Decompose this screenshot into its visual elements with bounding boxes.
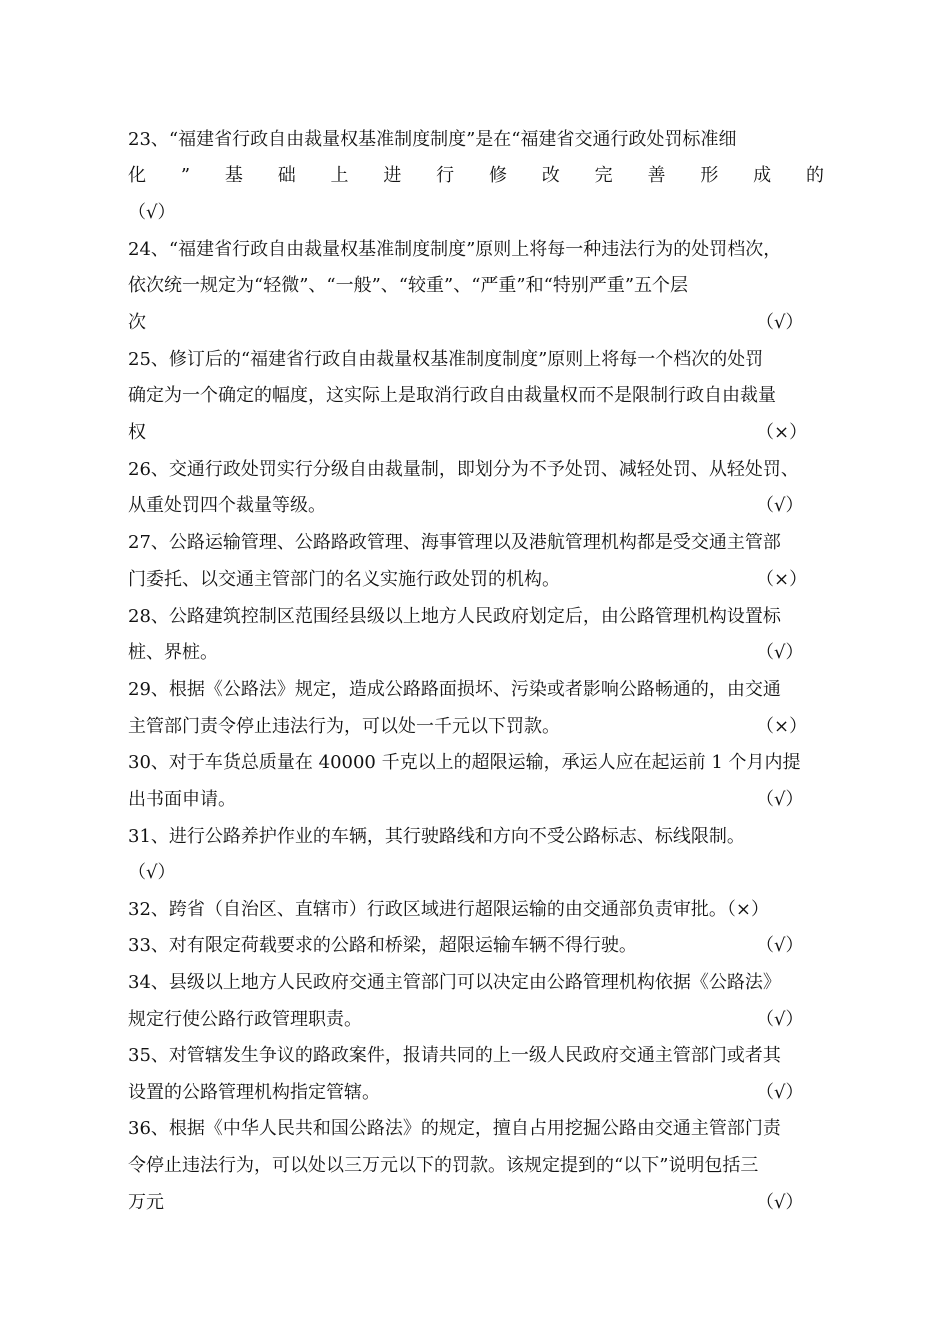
question-30-line-1: 30、对于车货总质量在 40000 千克以上的超限运输，承运人应在起运前 1 个月内提 <box>128 752 801 773</box>
question-26-answer: （√） <box>756 495 804 516</box>
question-24-line-2: 依次统一规定为“轻微”、“一般”、“较重”、“严重”和“特别严重”五个层 <box>128 275 689 296</box>
question-27-line-2: 门委托、以交通主管部门的名义实施行政处罚的机构。 <box>128 569 560 590</box>
question-28-answer: （√） <box>756 642 804 663</box>
question-29-line-1: 29、根据《公路法》规定，造成公路路面损坏、污染或者影响公路畅通的，由交通 <box>128 679 781 700</box>
question-28-line-1: 28、公路建筑控制区范围经县级以上地方人民政府划定后，由公路管理机构设置标 <box>128 606 781 627</box>
question-25-line-1: 25、修订后的“福建省行政自由裁量权基准制度制度”原则上将每一个档次的处罚 <box>128 349 764 370</box>
question-36-line-3: 万元 <box>128 1192 164 1213</box>
question-36-answer: （√） <box>756 1192 804 1213</box>
question-29-answer: （×） <box>756 716 808 737</box>
question-27-answer: （×） <box>756 569 808 590</box>
question-24-answer: （√） <box>756 312 804 333</box>
question-24-line-3: 次 <box>128 312 146 333</box>
question-30-line-2: 出书面申请。 <box>128 789 236 810</box>
question-34-answer: （√） <box>756 1009 804 1030</box>
question-25-line-3: 权 <box>128 422 146 443</box>
question-32-line-1: 32、跨省（自治区、直辖市）行政区域进行超限运输的由交通部负责审批。（×） <box>128 899 769 920</box>
question-34-line-1: 34、县级以上地方人民政府交通主管部门可以决定由公路管理机构依据《公路法》 <box>128 972 781 993</box>
question-23-line-1: 23、“福建省行政自由裁量权基准制度制度”是在“福建省交通行政处罚标准细 <box>128 129 737 150</box>
question-27-line-1: 27、公路运输管理、公路路政管理、海事管理以及港航管理机构都是受交通主管部 <box>128 532 781 553</box>
question-29-line-2: 主管部门责令停止违法行为，可以处一千元以下罚款。 <box>128 716 560 737</box>
question-35-line-2: 设置的公路管理机构指定管辖。 <box>128 1082 380 1103</box>
question-33-line-1: 33、对有限定荷载要求的公路和桥梁，超限运输车辆不得行驶。 <box>128 935 637 956</box>
question-28-line-2: 桩、界桩。 <box>128 642 218 663</box>
question-34-line-2: 规定行使公路行政管理职责。 <box>128 1009 362 1030</box>
question-30-answer: （√） <box>756 789 804 810</box>
question-35-line-1: 35、对管辖发生争议的路政案件，报请共同的上一级人民政府交通主管部门或者其 <box>128 1045 781 1066</box>
question-26-line-2: 从重处罚四个裁量等级。 <box>128 495 326 516</box>
question-31-line-1: 31、进行公路养护作业的车辆，其行驶路线和方向不受公路标志、标线限制。 <box>128 826 745 847</box>
question-36-line-1: 36、根据《中华人民共和国公路法》的规定，擅自占用挖掘公路由交通主管部门责 <box>128 1118 781 1139</box>
question-35-answer: （√） <box>756 1082 804 1103</box>
question-36-line-2: 令停止违法行为，可以处以三万元以下的罚款。该规定提到的“以下”说明包括三 <box>128 1155 759 1176</box>
question-33-answer: （√） <box>756 935 804 956</box>
question-25-answer: （×） <box>756 422 808 443</box>
question-26-line-1: 26、交通行政处罚实行分级自由裁量制，即划分为不予处罚、减轻处罚、从轻处罚、 <box>128 459 799 480</box>
question-23-answer: （√） <box>128 202 176 223</box>
question-31-answer: （√） <box>128 862 176 883</box>
question-25-line-2: 确定为一个确定的幅度，这实际上是取消行政自由裁量权而不是限制行政自由裁量 <box>128 385 776 406</box>
question-23-line-2: 化 ” 基 础 上 进 行 修 改 完 善 形 成 的 <box>128 165 824 186</box>
question-24-line-1: 24、“福建省行政自由裁量权基准制度制度”原则上将每一种违法行为的处罚档次， <box>128 239 782 260</box>
